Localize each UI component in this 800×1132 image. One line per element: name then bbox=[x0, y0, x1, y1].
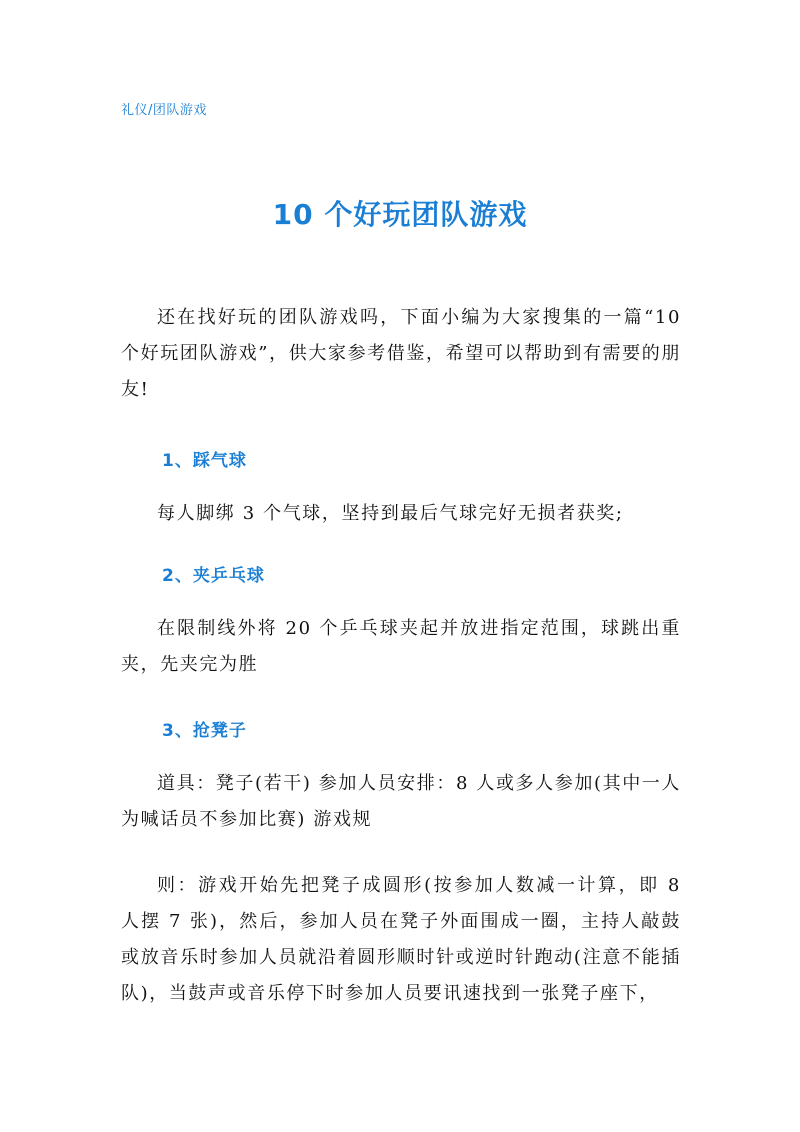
section-heading-2: 2、夹乒乓球 bbox=[162, 566, 265, 586]
section-3-paragraph-2: 则：游戏开始先把凳子成圆形(按参加人数减一计算，即 8 人摆 7 张)，然后，参加人员在凳子外面围成一圈，主持人敲鼓或放音乐时参加人员就沿着圆形顺时针或逆时针跑动(注意不能插队)，当鼓声或音乐停下时参加人员要讯速找到一张凳子座下， bbox=[121, 875, 681, 1004]
section-heading-1: 1、踩气球 bbox=[162, 451, 247, 471]
section-heading-3: 3、抢凳子 bbox=[162, 721, 247, 741]
intro-paragraph: 还在找好玩的团队游戏吗，下面小编为大家搜集的一篇“10 个好玩团队游戏”，供大家参考借鉴，希望可以帮助到有需要的朋友! bbox=[121, 307, 681, 400]
page-title: 10 个好玩团队游戏 bbox=[272, 198, 528, 231]
section-1-paragraph: 每人脚绑 3 个气球，坚持到最后气球完好无损者获奖; bbox=[157, 503, 624, 524]
breadcrumb[interactable]: 礼仪/团队游戏 bbox=[121, 103, 207, 118]
section-3-paragraph-1: 道具：凳子(若干) 参加人员安排：8 人或多人参加(其中一人为喊话员不参加比赛) 游戏规 bbox=[121, 773, 681, 830]
section-2-paragraph: 在限制线外将 20 个乒乓球夹起并放进指定范围，球跳出重夹，先夹完为胜 bbox=[121, 618, 681, 675]
